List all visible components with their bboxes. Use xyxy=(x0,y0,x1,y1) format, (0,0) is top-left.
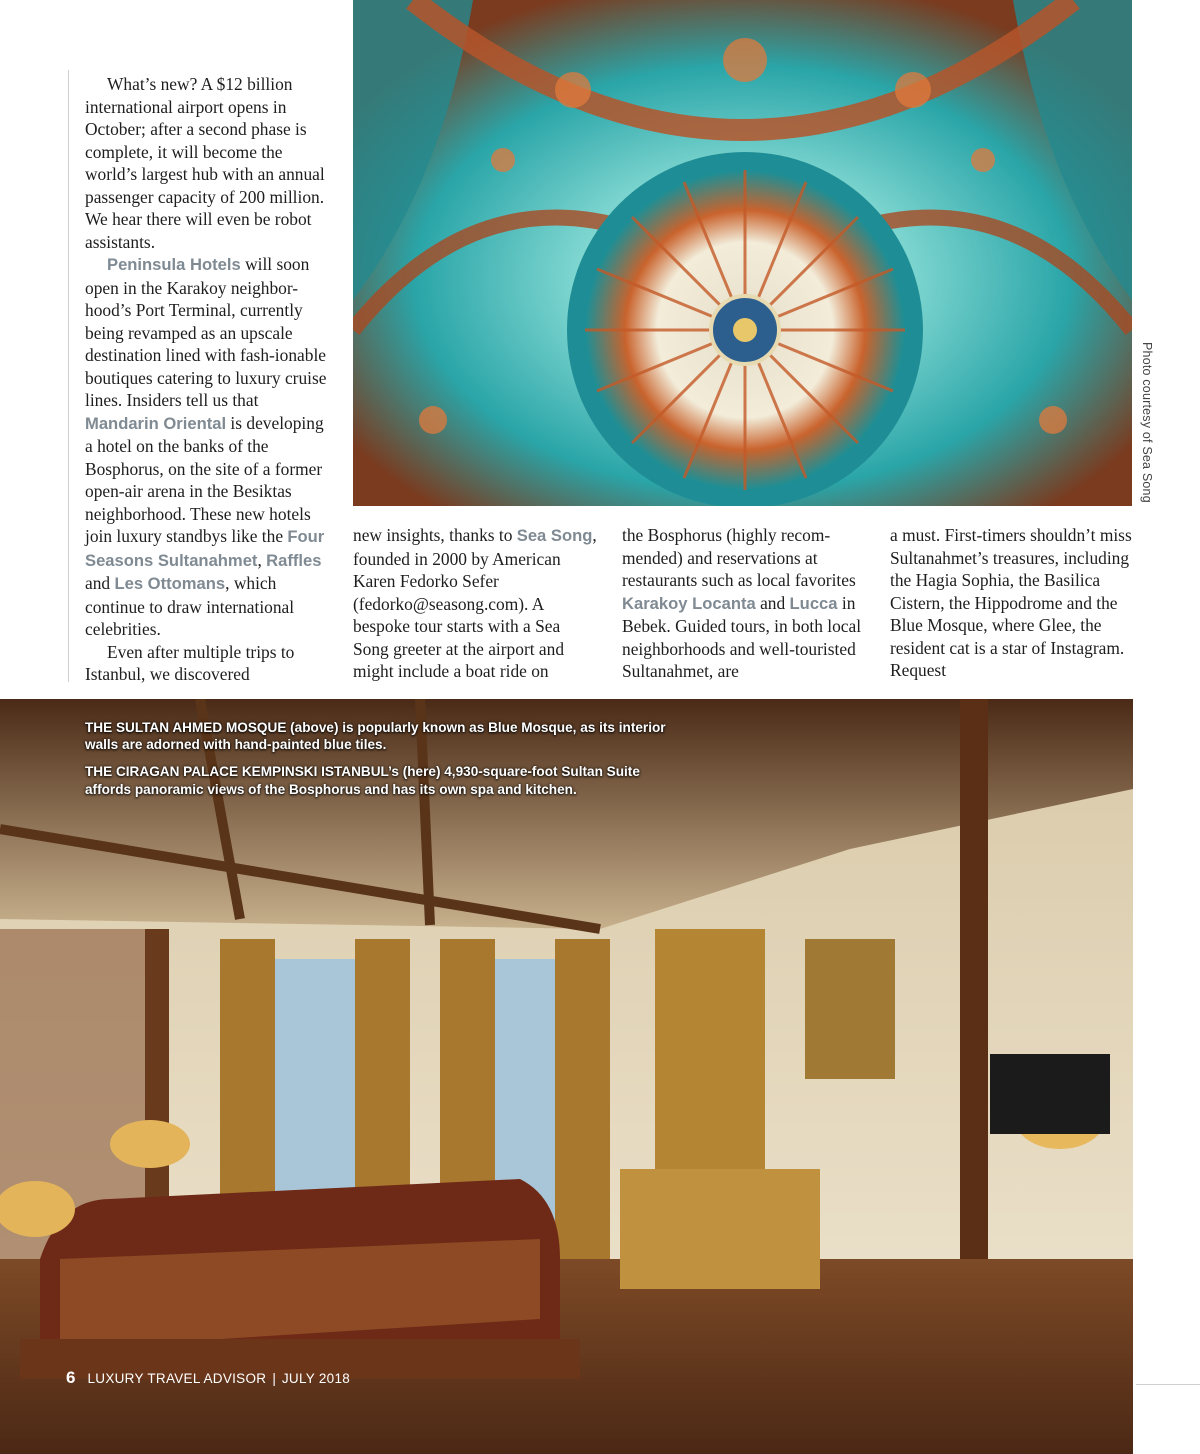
footer-separator: | xyxy=(272,1371,276,1386)
restaurant-name-lucca: Lucca xyxy=(789,593,838,613)
text-run: , xyxy=(257,549,267,570)
article-column-2 xyxy=(353,524,598,683)
edge-rule xyxy=(1136,1384,1200,1385)
paragraph-treasures: a must. First-timers shouldn’t miss Sultanahmet’s treasures, including the Hagia Sophia, the Basilica Cistern, the Hippodrome and the Blue Mosque, where Glee, the resident cat is a star of Instagram. Request xyxy=(890,525,1132,680)
publication-name: LUXURY TRAVEL ADVISOR xyxy=(87,1371,267,1386)
sultan-suite-photo xyxy=(0,699,1133,1454)
hotel-name-les-ottomans: Les Ottomans xyxy=(114,574,226,593)
page-number: 6 xyxy=(66,1368,76,1387)
restaurant-name-karakoy-locanta: Karakoy Locanta xyxy=(622,593,756,613)
caption-sultan-suite: THE CIRAGAN PALACE KEMPINSKI ISTANBUL’s (here) 4,930-square-foot Sultan Suite affords panoramic views of the Bosphorus and has its own spa and kitchen. xyxy=(85,764,640,797)
text-run: will soon open in the Karakoy neighbor-hood’s Port Terminal, currently being revamped as an upscale destination lined with fash-ionable boutiques catering to luxury cruise lines. Insiders tell us that xyxy=(85,254,327,410)
article-column-4 xyxy=(890,524,1140,682)
column-rule xyxy=(68,70,69,682)
paragraph-restaurants xyxy=(622,524,867,683)
paragraph-sea-song xyxy=(353,524,598,683)
paragraph-discovered: Even after multiple trips to Istanbul, we discovered xyxy=(85,641,295,684)
paragraph-new-hotels xyxy=(85,253,328,641)
photo-captions xyxy=(85,719,675,808)
paragraph-airport: What’s new? A $12 billion international airport opens in October; after a second phase is complete, it will become the world’s largest hub with an annual passenger capacity of 200 million. We hear there will even be robot assistants. xyxy=(85,74,325,252)
text-run: and xyxy=(85,573,115,593)
hotel-name-raffles: Raffles xyxy=(266,550,322,570)
hotel-name-four-seasons: Four Seasons Sultanahmet xyxy=(85,527,325,570)
text-run: new insights, thanks to xyxy=(353,525,517,545)
suite-illustration xyxy=(0,699,1133,1454)
text-run: , founded in 2000 by American Karen Fedorko Sefer (fedorko@seasong.com). A bespoke tour starts with a Sea Song greeter at the airport and might include a boat ride on xyxy=(353,525,597,681)
text-run: , which continue to draw international celebrities. xyxy=(85,573,295,639)
photo-credit: Photo courtesy of Sea Song xyxy=(1140,342,1154,503)
company-name-sea-song: Sea Song xyxy=(516,526,593,545)
text-run: is developing a hotel on the banks of the Bosphorus, on the site of a former open-air arena in the Besiktas neighborhood. These new hotels join luxury standbys like the xyxy=(85,412,324,546)
issue-date: JULY 2018 xyxy=(281,1371,351,1386)
text-run: and xyxy=(755,592,790,613)
caption-blue-mosque: THE SULTAN AHMED MOSQUE (above) is popularly known as Blue Mosque, as its interior walls are adorned with hand-painted blue tiles. xyxy=(85,720,666,753)
mosque-ceiling-illustration xyxy=(353,0,1132,506)
text-run: the Bosphorus (highly recom-mended) and reservations at restaurants such as local favorites xyxy=(622,525,856,590)
page-footer xyxy=(66,1368,350,1388)
article-column-3 xyxy=(622,524,867,683)
blue-mosque-ceiling-photo xyxy=(353,0,1132,506)
hotel-name-mandarin-oriental: Mandarin Oriental xyxy=(85,413,227,433)
article-column-1 xyxy=(85,73,328,686)
text-run: in Bebek. Guided tours, in both local neighborhoods and well-touristed Sultanahmet, are xyxy=(622,592,862,681)
hotel-name-peninsula: Peninsula Hotels xyxy=(107,255,241,274)
